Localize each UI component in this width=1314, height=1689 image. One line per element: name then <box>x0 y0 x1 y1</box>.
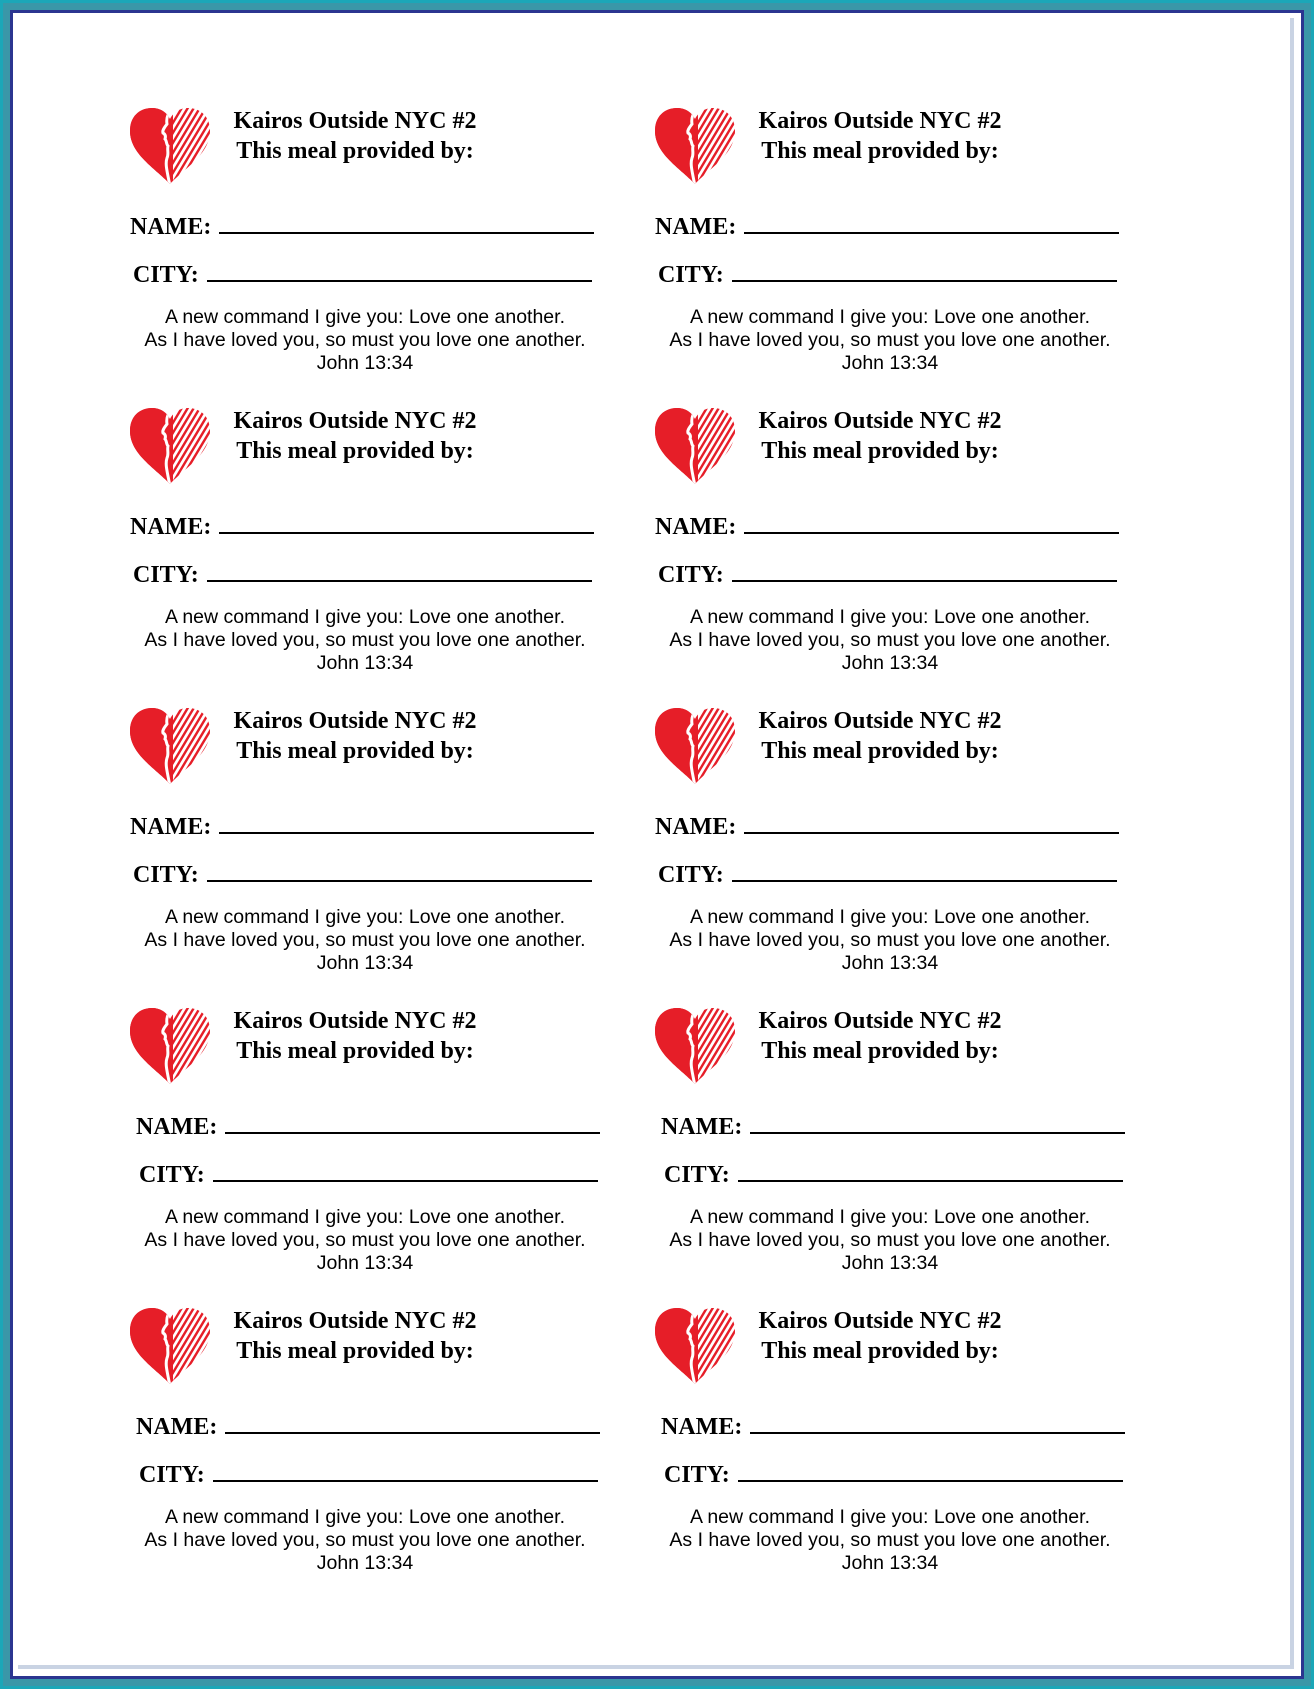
org-name: Kairos Outside NYC #2 <box>233 708 477 734</box>
meal-provided-label: This meal provided by: <box>761 738 999 764</box>
name-label: NAME: <box>655 814 737 840</box>
bible-verse <box>650 1506 1130 1575</box>
org-name: Kairos Outside NYC #2 <box>758 1008 1002 1034</box>
city-blank-line[interactable] <box>207 260 592 282</box>
city-field[interactable] <box>664 1460 1123 1489</box>
name-label: NAME: <box>661 1114 743 1140</box>
meal-card <box>650 1306 1150 1586</box>
city-field[interactable] <box>133 560 592 589</box>
verse-line-2: As I have loved you, so must you love one another. <box>669 329 1111 351</box>
bible-verse <box>125 1206 605 1275</box>
verse-line-2: As I have loved you, so must you love one another. <box>144 1529 586 1551</box>
city-field[interactable] <box>139 1160 598 1189</box>
name-blank-line[interactable] <box>744 512 1119 534</box>
name-blank-line[interactable] <box>219 812 594 834</box>
verse-line-1: A new command I give you: Love one another. <box>164 306 565 328</box>
name-blank-line[interactable] <box>750 1112 1125 1134</box>
org-name: Kairos Outside NYC #2 <box>233 108 477 134</box>
city-field[interactable] <box>658 260 1117 289</box>
meal-provided-label: This meal provided by: <box>761 1338 999 1364</box>
verse-reference: John 13:34 <box>841 352 939 374</box>
verse-reference: John 13:34 <box>841 652 939 674</box>
name-label: NAME: <box>136 1414 218 1440</box>
name-label: NAME: <box>130 514 212 540</box>
bible-verse <box>650 1206 1130 1275</box>
city-field[interactable] <box>133 260 592 289</box>
name-field[interactable] <box>661 1112 1125 1141</box>
verse-reference: John 13:34 <box>316 1252 414 1274</box>
org-name: Kairos Outside NYC #2 <box>758 408 1002 434</box>
bible-verse <box>650 906 1130 975</box>
city-field[interactable] <box>658 560 1117 589</box>
verse-line-2: As I have loved you, so must you love one another. <box>144 629 586 651</box>
name-field[interactable] <box>130 512 594 541</box>
verse-line-2: As I have loved you, so must you love one another. <box>669 1529 1111 1551</box>
card-title <box>750 706 1010 766</box>
kairos-heart-logo-icon <box>650 706 740 786</box>
verse-line-1: A new command I give you: Love one another. <box>689 306 1090 328</box>
city-label: CITY: <box>658 862 724 888</box>
verse-line-1: A new command I give you: Love one another. <box>164 906 565 928</box>
bible-verse <box>125 1506 605 1575</box>
city-blank-line[interactable] <box>213 1160 598 1182</box>
city-label: CITY: <box>664 1162 730 1188</box>
city-blank-line[interactable] <box>738 1460 1123 1482</box>
name-field[interactable] <box>655 512 1119 541</box>
city-blank-line[interactable] <box>738 1160 1123 1182</box>
document-page <box>18 18 1294 1669</box>
org-name: Kairos Outside NYC #2 <box>758 1308 1002 1334</box>
name-field[interactable] <box>130 212 594 241</box>
verse-reference: John 13:34 <box>841 1252 939 1274</box>
city-label: CITY: <box>139 1462 205 1488</box>
kairos-heart-logo-icon <box>125 106 215 186</box>
verse-reference: John 13:34 <box>841 1552 939 1574</box>
name-blank-line[interactable] <box>219 512 594 534</box>
name-blank-line[interactable] <box>744 212 1119 234</box>
meal-card <box>650 106 1150 386</box>
bible-verse <box>125 906 605 975</box>
name-field[interactable] <box>136 1112 600 1141</box>
meal-card <box>125 706 625 986</box>
verse-line-1: A new command I give you: Love one another. <box>164 606 565 628</box>
card-title <box>750 106 1010 166</box>
kairos-heart-logo-icon <box>125 406 215 486</box>
verse-reference: John 13:34 <box>316 952 414 974</box>
verse-line-2: As I have loved you, so must you love one another. <box>669 1229 1111 1251</box>
verse-reference: John 13:34 <box>316 352 414 374</box>
city-field[interactable] <box>658 860 1117 889</box>
meal-card <box>125 1306 625 1586</box>
city-blank-line[interactable] <box>732 860 1117 882</box>
city-label: CITY: <box>133 562 199 588</box>
meal-card <box>650 1006 1150 1286</box>
meal-provided-label: This meal provided by: <box>236 738 474 764</box>
city-label: CITY: <box>664 1462 730 1488</box>
name-blank-line[interactable] <box>225 1412 600 1434</box>
meal-card <box>125 1006 625 1286</box>
card-title <box>225 1006 485 1066</box>
meal-card <box>125 406 625 686</box>
name-blank-line[interactable] <box>225 1112 600 1134</box>
kairos-heart-logo-icon <box>125 1306 215 1386</box>
verse-line-2: As I have loved you, so must you love one another. <box>669 629 1111 651</box>
kairos-heart-logo-icon <box>125 706 215 786</box>
verse-line-1: A new command I give you: Love one another. <box>689 1506 1090 1528</box>
verse-line-1: A new command I give you: Love one another. <box>164 1206 565 1228</box>
meal-card <box>650 406 1150 686</box>
meal-provided-label: This meal provided by: <box>236 438 474 464</box>
verse-reference: John 13:34 <box>841 952 939 974</box>
name-label: NAME: <box>130 814 212 840</box>
meal-provided-label: This meal provided by: <box>761 1038 999 1064</box>
verse-line-1: A new command I give you: Love one another. <box>689 1206 1090 1228</box>
meal-provided-label: This meal provided by: <box>236 1038 474 1064</box>
org-name: Kairos Outside NYC #2 <box>758 708 1002 734</box>
meal-provided-label: This meal provided by: <box>236 1338 474 1364</box>
card-title <box>225 706 485 766</box>
card-title <box>750 406 1010 466</box>
kairos-heart-logo-icon <box>650 106 740 186</box>
city-blank-line[interactable] <box>207 860 592 882</box>
meal-provided-label: This meal provided by: <box>761 438 999 464</box>
city-field[interactable] <box>664 1160 1123 1189</box>
name-label: NAME: <box>655 514 737 540</box>
card-title <box>225 406 485 466</box>
meal-card <box>650 706 1150 986</box>
bible-verse <box>650 606 1130 675</box>
name-field[interactable] <box>655 812 1119 841</box>
name-field[interactable] <box>655 212 1119 241</box>
org-name: Kairos Outside NYC #2 <box>758 108 1002 134</box>
card-title <box>750 1006 1010 1066</box>
name-blank-line[interactable] <box>219 212 594 234</box>
meal-card <box>125 106 625 386</box>
kairos-heart-logo-icon <box>125 1006 215 1086</box>
city-label: CITY: <box>133 862 199 888</box>
city-field[interactable] <box>139 1460 598 1489</box>
org-name: Kairos Outside NYC #2 <box>233 1008 477 1034</box>
verse-line-1: A new command I give you: Love one another. <box>164 1506 565 1528</box>
verse-line-2: As I have loved you, so must you love one another. <box>669 929 1111 951</box>
verse-line-2: As I have loved you, so must you love one another. <box>144 1229 586 1251</box>
bible-verse <box>650 306 1130 375</box>
name-field[interactable] <box>130 812 594 841</box>
org-name: Kairos Outside NYC #2 <box>233 408 477 434</box>
city-label: CITY: <box>139 1162 205 1188</box>
name-label: NAME: <box>130 214 212 240</box>
meal-provided-label: This meal provided by: <box>236 138 474 164</box>
city-label: CITY: <box>658 262 724 288</box>
verse-line-1: A new command I give you: Love one another. <box>689 906 1090 928</box>
city-label: CITY: <box>658 562 724 588</box>
card-title <box>225 106 485 166</box>
verse-line-2: As I have loved you, so must you love one another. <box>144 929 586 951</box>
city-label: CITY: <box>133 262 199 288</box>
verse-reference: John 13:34 <box>316 1552 414 1574</box>
city-blank-line[interactable] <box>213 1460 598 1482</box>
city-blank-line[interactable] <box>207 560 592 582</box>
name-field[interactable] <box>136 1412 600 1441</box>
bible-verse <box>125 606 605 675</box>
card-title <box>750 1306 1010 1366</box>
name-blank-line[interactable] <box>744 812 1119 834</box>
kairos-heart-logo-icon <box>650 1306 740 1386</box>
kairos-heart-logo-icon <box>650 406 740 486</box>
city-blank-line[interactable] <box>732 260 1117 282</box>
name-field[interactable] <box>661 1412 1125 1441</box>
org-name: Kairos Outside NYC #2 <box>233 1308 477 1334</box>
name-label: NAME: <box>136 1114 218 1140</box>
meal-provided-label: This meal provided by: <box>761 138 999 164</box>
bible-verse <box>125 306 605 375</box>
card-title <box>225 1306 485 1366</box>
kairos-heart-logo-icon <box>650 1006 740 1086</box>
verse-line-2: As I have loved you, so must you love one another. <box>144 329 586 351</box>
city-field[interactable] <box>133 860 592 889</box>
name-label: NAME: <box>661 1414 743 1440</box>
name-label: NAME: <box>655 214 737 240</box>
verse-line-1: A new command I give you: Love one another. <box>689 606 1090 628</box>
name-blank-line[interactable] <box>750 1412 1125 1434</box>
verse-reference: John 13:34 <box>316 652 414 674</box>
city-blank-line[interactable] <box>732 560 1117 582</box>
